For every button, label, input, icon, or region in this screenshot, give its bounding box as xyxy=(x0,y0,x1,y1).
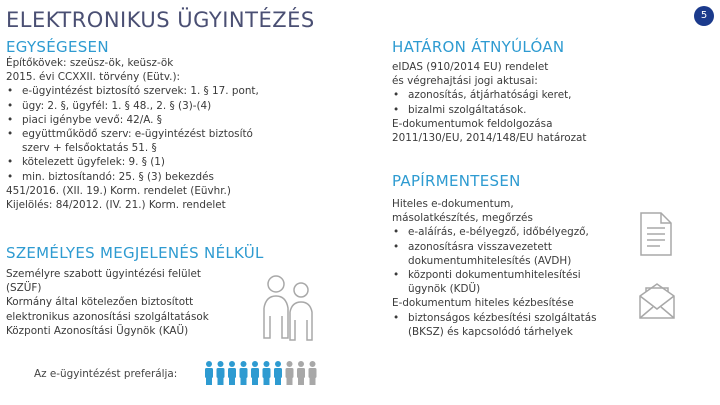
page-title: ELEKTRONIKUS ÜGYINTÉZÉS xyxy=(6,8,315,32)
text-line: Központi Azonosítási Ügynök (KAÜ) xyxy=(6,324,189,337)
text-line: eIDAS (910/2014 EU) rendelet xyxy=(392,61,549,73)
section-heading-cross-border: HATÁRON ÁTNYÚLÓAN xyxy=(392,38,565,56)
envelope-icon xyxy=(636,280,678,322)
text-line: 451/2016. (XII. 19.) Korm. rendelet (Eüvhr.) xyxy=(6,184,231,197)
section-body-cross-border xyxy=(392,60,712,145)
text-line: Építőkövek: szeüsz-ök, keüsz-ök xyxy=(6,57,174,69)
text-line: E-dokumentum hiteles kézbesítése xyxy=(392,297,574,310)
text-line: (BKSZ) és kapcsolódó tárhelyek xyxy=(408,325,573,338)
text-line: (SZÜF) xyxy=(6,282,42,295)
person-figure xyxy=(251,361,259,385)
bullet-item: • ügy: 2. §, ügyfél: 1. § 48., 2. § (3)-(4) xyxy=(6,99,306,113)
person-figure xyxy=(309,361,317,385)
document-icon xyxy=(638,210,674,258)
person-figure xyxy=(228,361,236,385)
text-line: dokumentumhitelesítés (AVDH) xyxy=(408,254,572,267)
person-figure xyxy=(263,361,271,385)
section-body-uniform xyxy=(6,56,306,212)
text-line: ügynök (KDÜ) xyxy=(408,283,481,296)
bullet-item: • központi dokumentumhitelesítési xyxy=(392,268,642,282)
text-line: 2015. évi CCXXII. törvény (Eütv.): xyxy=(6,71,181,84)
bullet-item: • együttműködő szerv: e-ügyintézést biztosító xyxy=(6,127,306,141)
section-heading-no-personal: SZEMÉLYES MEGJELENÉS NÉLKÜL xyxy=(6,244,264,262)
page-number-badge: 5 xyxy=(694,6,714,26)
section-heading-paperless: PAPÍRMENTESEN xyxy=(392,172,521,190)
person-figure xyxy=(205,361,213,385)
text-line: Személyre szabott ügyintézési felület xyxy=(6,268,201,280)
text-line: elektronikus azonosítási szolgáltatások xyxy=(6,310,209,323)
person-figure xyxy=(286,361,294,385)
bullet-item: • kötelezett ügyfelek: 9. § (1) xyxy=(6,155,306,169)
text-line: szerv + felsőoktatás 51. § xyxy=(22,142,157,155)
bullet-item: • azonosításra visszavezetett xyxy=(392,240,642,254)
section-heading-uniform: EGYSÉGESEN xyxy=(6,38,109,56)
bullet-item: • min. biztosítandó: 25. § (3) bekezdés xyxy=(6,170,306,184)
text-line: és végrehajtási jogi aktusai: xyxy=(392,75,538,88)
section-body-no-personal xyxy=(6,267,256,338)
person-figure xyxy=(240,361,248,385)
bullet-item: • azonosítás, átjárhatósági keret, xyxy=(392,88,712,102)
section-body-paperless xyxy=(392,197,642,339)
text-line: Kijelölés: 84/2012. (IV. 21.) Korm. rendelet xyxy=(6,198,226,211)
bullet-item: • e-aláírás, e-bélyegző, időbélyegző, xyxy=(392,225,642,239)
bullet-item: • e-ügyintézést biztosító szervek: 1. § 17. pont, xyxy=(6,84,306,98)
text-line: másolatkészítés, megőrzés xyxy=(392,212,533,225)
person-figure xyxy=(274,361,282,385)
text-line: E-dokumentumok feldolgozása xyxy=(392,117,553,130)
bullet-item: • piaci igénybe vevő: 42/A. § xyxy=(6,113,306,127)
text-line: Kormány által kötelezően biztosított xyxy=(6,296,194,309)
preference-text: Az e-ügyintézést preferálja: xyxy=(34,368,178,380)
bullet-item: • bizalmi szolgáltatások. xyxy=(392,103,712,117)
person-figure xyxy=(217,361,225,385)
people-icon xyxy=(258,268,318,358)
person-row-icon xyxy=(203,360,323,386)
person-figure xyxy=(297,361,305,385)
bullet-item: • biztonságos kézbesítési szolgáltatás xyxy=(392,311,642,325)
text-line: 2011/130/EU, 2014/148/EU határozat xyxy=(392,131,587,144)
text-line: Hiteles e-dokumentum, xyxy=(392,198,514,210)
